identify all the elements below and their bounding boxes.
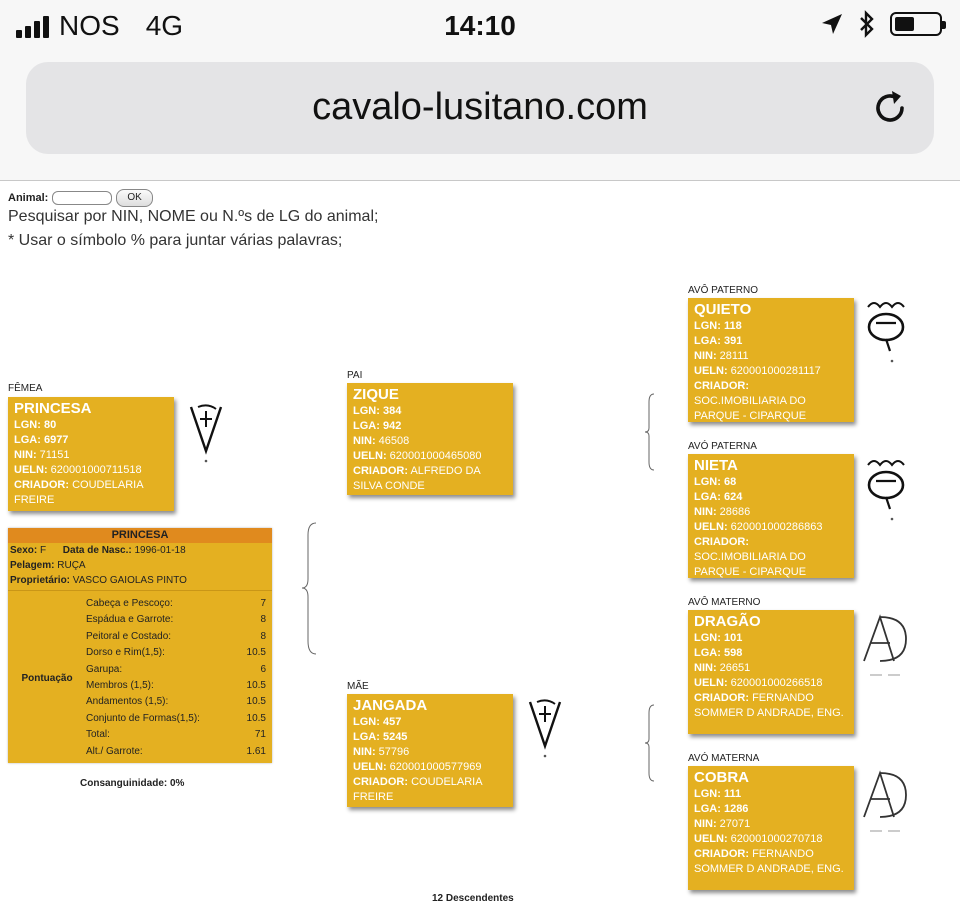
search-hint-2: * Usar o símbolo % para juntar várias palavras; — [8, 232, 343, 249]
avo-paterna-role: AVÓ PATERNA — [688, 441, 757, 452]
pontuacao-label: Pontuação — [21, 672, 73, 684]
url-text[interactable]: cavalo-lusitano.com — [312, 86, 648, 128]
score-row: Membros (1,5): 10.5 — [86, 680, 266, 692]
avo-paterno-role: AVÔ PATERNO — [688, 285, 759, 296]
sexo-line: Sexo: F Data de Nasc.: 1996-01-18 — [10, 545, 186, 556]
score-row: Garupa: 6 — [86, 663, 266, 675]
details-title: PRINCESA — [8, 528, 272, 543]
pai-role: PAI — [347, 370, 363, 381]
brand-mark-icon — [862, 457, 910, 523]
score-row: Dorso e Rim(1,5): 10.5 — [86, 647, 266, 659]
brand-mark-icon — [860, 613, 912, 679]
status-right — [820, 10, 942, 38]
avo-materno-role: AVÔ MATERNO — [688, 597, 761, 608]
avo-materna-role: AVÓ MATERNA — [688, 753, 760, 764]
subject-role: FÊMEA — [8, 383, 43, 394]
horse-name[interactable]: DRAGÃO — [694, 613, 761, 630]
score-row: Total: 71 — [86, 729, 266, 741]
score-row: Peitoral e Costado: 8 — [86, 630, 266, 642]
mae-role: MÃE — [347, 681, 369, 692]
details-panel — [8, 528, 272, 763]
location-arrow-icon — [820, 12, 844, 36]
horse-name[interactable]: COBRA — [694, 769, 749, 786]
descendentes-link[interactable]: 12 Descendentes — [432, 893, 514, 904]
avo-paterna-card[interactable]: NIETA LGN: 68 LGA: 624 NIN: 28686 UELN: 620001000286863 CRIADOR: SOC.IMOBILIARIA DO PARQUE - CIPARQUE — [688, 454, 854, 578]
battery-icon — [890, 12, 942, 36]
page-content — [0, 181, 960, 904]
address-bar[interactable] — [26, 62, 934, 154]
horse-name[interactable]: PRINCESA — [14, 400, 92, 417]
animal-search-input[interactable] — [52, 191, 112, 205]
avo-materna-card[interactable]: COBRA LGN: 111 LGA: 1286 NIN: 27071 UELN: 620001000270718 CRIADOR: FERNANDO SOMMER D ANDRADE, ENG. — [688, 766, 854, 890]
status-bar — [0, 0, 960, 54]
brand-mark-icon — [862, 299, 910, 365]
scores-table — [86, 596, 272, 760]
ok-button[interactable]: OK — [116, 189, 152, 207]
clock: 14:10 — [444, 10, 516, 41]
score-row: Andamentos (1,5): 10.5 — [86, 696, 266, 708]
reload-icon[interactable] — [868, 86, 912, 130]
pedigree-brace — [644, 703, 656, 783]
horse-name[interactable]: ZIQUE — [353, 386, 399, 403]
score-row: Alt./ Garrote: 1.61 — [86, 745, 266, 757]
proprietario-line: Proprietário: VASCO GAIOLAS PINTO — [10, 575, 187, 586]
horse-name[interactable]: JANGADA — [353, 697, 428, 714]
search-hint-1: Pesquisar por NIN, NOME ou N.ºs de LG do animal; — [8, 208, 379, 225]
pedigree-brace — [644, 392, 656, 472]
mae-card[interactable]: JANGADA LGN: 457 LGA: 5245 NIN: 57796 UELN: 620001000577969 CRIADOR: COUDELARIA FREIRE — [347, 694, 513, 807]
criador-line: CRIADOR: COUDELARIA FREIRE — [14, 479, 143, 506]
pedigree-brace — [300, 521, 320, 656]
avo-materno-card[interactable]: DRAGÃO LGN: 101 LGA: 598 NIN: 26651 UELN: 620001000266518 CRIADOR: FERNANDO SOMMER D ANDRADE, ENG. — [688, 610, 854, 734]
horse-name[interactable]: QUIETO — [694, 301, 752, 318]
pai-card[interactable]: ZIQUE LGN: 384 LGA: 942 NIN: 46508 UELN: 620001000465080 CRIADOR: ALFREDO DA SILVA CONDE — [347, 383, 513, 495]
score-row: Espádua e Garrote: 8 — [86, 614, 266, 626]
ueln-line: UELN: 620001000711518 — [14, 464, 142, 476]
lga-line: LGA: 6977 — [14, 434, 69, 446]
network-type: 4G — [145, 10, 184, 41]
brand-mark-icon — [860, 769, 912, 835]
search-row — [8, 189, 153, 207]
carrier-name: NOS — [59, 10, 120, 41]
score-row: Conjunto de Formas(1,5): 10.5 — [86, 712, 266, 724]
subject-card[interactable] — [8, 397, 174, 511]
brand-mark-icon — [525, 696, 565, 760]
score-row: Cabeça e Pescoço: 7 — [86, 598, 266, 609]
lgn-line: LGN: 80 — [14, 419, 57, 431]
bluetooth-icon — [858, 10, 876, 38]
pontuacao-section — [8, 591, 272, 763]
search-label: Animal: — [8, 192, 49, 204]
browser-toolbar — [0, 54, 960, 181]
nin-line: NIN: 71151 — [14, 449, 70, 461]
horse-name[interactable]: NIETA — [694, 457, 738, 474]
consanguinidade: Consanguinidade: 0% — [80, 778, 185, 789]
pelagem-line: Pelagem: RUÇA — [10, 560, 86, 571]
brand-mark-icon — [186, 401, 226, 465]
avo-paterno-card[interactable]: QUIETO LGN: 118 LGA: 391 NIN: 28111 UELN: 620001000281117 CRIADOR: SOC.IMOBILIARIA DO PARQUE - CIPARQUE — [688, 298, 854, 422]
